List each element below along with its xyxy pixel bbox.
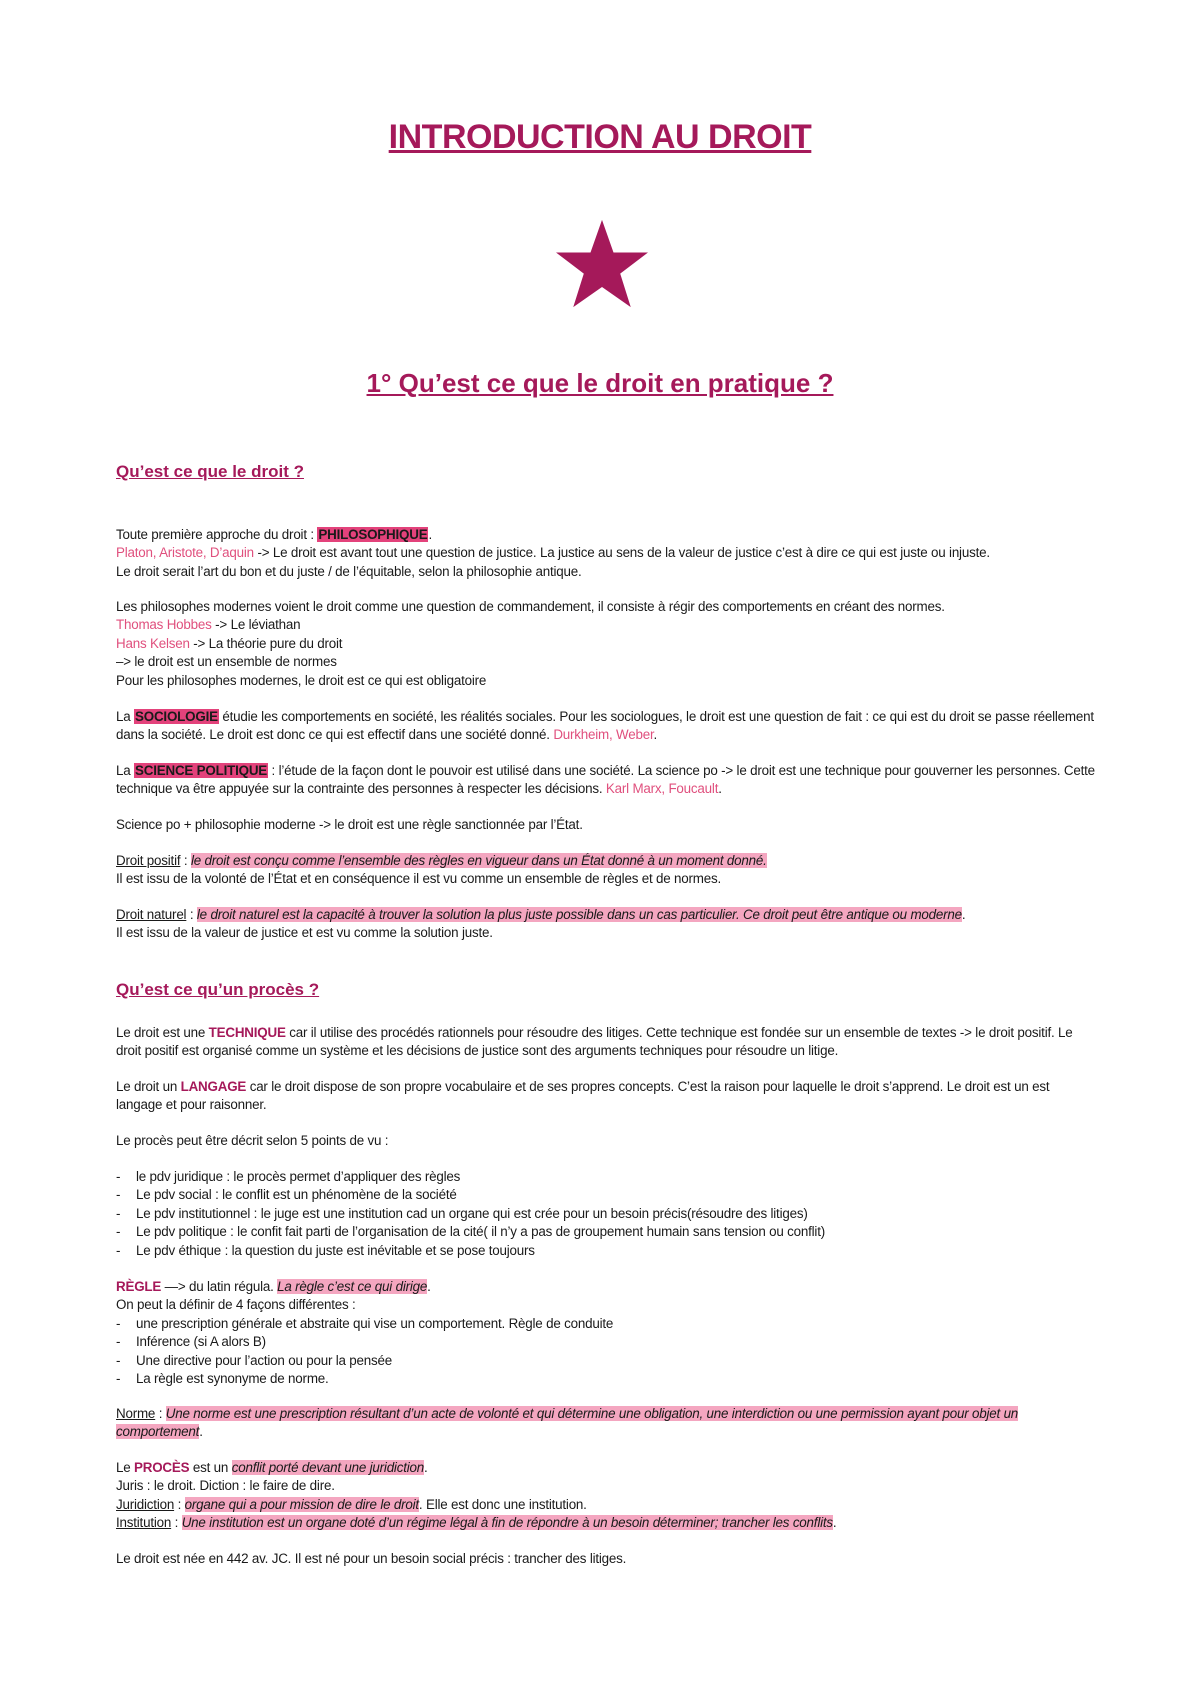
- list-definitions-regle: [116, 1315, 1096, 1389]
- star-icon: [554, 218, 650, 310]
- list-item: - Le pdv institutionnel : le juge est une institution cad un organe qui est crée pour un besoin précis(résoudre des litiges): [116, 1205, 1096, 1223]
- paragraph-droit-positif: Droit positif : le droit est conçu comme l’ensemble des règles en vigueur dans un État donné à un moment donné. Il est issu de la volonté de l’État et en conséquence il est vu comme un ensemble de règles et de normes.: [116, 853, 767, 887]
- paragraph-naissance-droit: Le droit est née en 442 av. JC. Il est né pour un besoin social précis : trancher des litiges.: [116, 1551, 627, 1566]
- paragraph-technique: Le droit est une TECHNIQUE car il utilise des procédés rationnels pour résoudre des litiges. Cette technique est fondée sur un ensemble de textes -> le droit positif. Le droit positif est organisé comme un système et les décisions de justice sont des arguments techniques pour résoudre un litige.: [116, 1025, 1073, 1059]
- paragraph-points-de-vu: Le procès peut être décrit selon 5 points de vu :: [116, 1133, 389, 1148]
- paragraph-sociologie: La SOCIOLOGIE étudie les comportements en société, les réalités sociales. Pour les sociologues, le droit est une question de fait : ce qui est du droit se passe réellement dans la société. Le droit est donc ce qui est effectif dans une société donné. Durkheim, Weber.: [116, 709, 1094, 743]
- list-item: - le pdv juridique : le procès permet d’appliquer des règles: [116, 1168, 1096, 1186]
- section-heading-1: 1° Qu’est ce que le droit en pratique ?: [366, 368, 834, 398]
- list-item: - Inférence (si A alors B): [116, 1333, 1096, 1351]
- document-title: INTRODUCTION AU DROIT: [388, 118, 812, 156]
- paragraph-philosophique: Toute première approche du droit : PHILOSOPHIQUE. Platon, Aristote, D’aquin -> Le droit est avant tout une question de justice. La justice au sens de la valeur de justice c’est à dire ce qui est juste ou injuste. Le droit serait l’art du bon et du juste / de l’équitable, selon la philosophie antique.: [116, 527, 990, 579]
- paragraph-regle: RÈGLE —> du latin régula. La règle c’est ce qui dirige. On peut la définir de 4 façons différentes :: [116, 1279, 431, 1313]
- list-points-de-vu: [116, 1168, 1096, 1260]
- paragraph-science-po-philosophie: Science po + philosophie moderne -> le droit est une règle sanctionnée par l’État.: [116, 817, 583, 832]
- paragraph-langage: Le droit un LANGAGE car le droit dispose de son propre vocabulaire et de ses propres concepts. C’est la raison pour laquelle le droit s’apprend. Le droit est un est langage et pour raisonner.: [116, 1079, 1050, 1113]
- subheading-quest-ce-quun-proces: Qu’est ce qu’un procès ?: [116, 980, 320, 999]
- list-item: - Le pdv éthique : la question du juste est inévitable et se pose toujours: [116, 1242, 1096, 1260]
- subheading-quest-ce-que-le-droit: Qu’est ce que le droit ?: [116, 462, 304, 481]
- paragraph-proces: Le PROCÈS est un conflit porté devant une juridiction. Juris : le droit. Diction : le faire de dire. Juridiction : organe qui a pour mission de dire le droit. Elle est donc une institution. Institution : Une institution est un organe doté d’un régime légal à fin de répondre à un besoin déterminer; trancher les conflits.: [116, 1460, 837, 1531]
- paragraph-norme: Norme : Une norme est une prescription résultant d’un acte de volonté et qui détermine une obligation, une interdiction ou une permission ayant pour objet un comportement.: [116, 1406, 1019, 1440]
- list-item: - Le pdv politique : le confit fait parti de l’organisation de la cité( il n’y a pas de groupement humain sans tension ou conflit): [116, 1223, 1096, 1241]
- paragraph-philosophes-modernes: Les philosophes modernes voient le droit comme une question de commandement, il consiste à régir des comportements en créant des normes. Thomas Hobbes -> Le léviathan Hans Kelsen -> La théorie pure du droit –> le droit est un ensemble de normes Pour les philosophes modernes, le droit est ce qui est obligatoire: [116, 599, 945, 688]
- list-item: - une prescription générale et abstraite qui vise un comportement. Règle de conduite: [116, 1315, 1096, 1333]
- list-item: - Une directive pour l’action ou pour la pensée: [116, 1352, 1096, 1370]
- paragraph-science-politique: La SCIENCE POLITIQUE : l’étude de la façon dont le pouvoir est utilisé dans une société. La science po -> le droit est une technique pour gouverner les personnes. Cette technique va être appuyée sur la contrainte des personnes à respecter les décisions. Karl Marx, Foucault.: [116, 763, 1095, 797]
- list-item: - Le pdv social : le conflit est un phénomène de la société: [116, 1186, 1096, 1204]
- list-item: - La règle est synonyme de norme.: [116, 1370, 1096, 1388]
- paragraph-droit-naturel: Droit naturel : le droit naturel est la capacité à trouver la solution la plus juste possible dans un cas particulier. Ce droit peut être antique ou moderne. Il est issu de la valeur de justice et est vu comme la solution juste.: [116, 907, 966, 941]
